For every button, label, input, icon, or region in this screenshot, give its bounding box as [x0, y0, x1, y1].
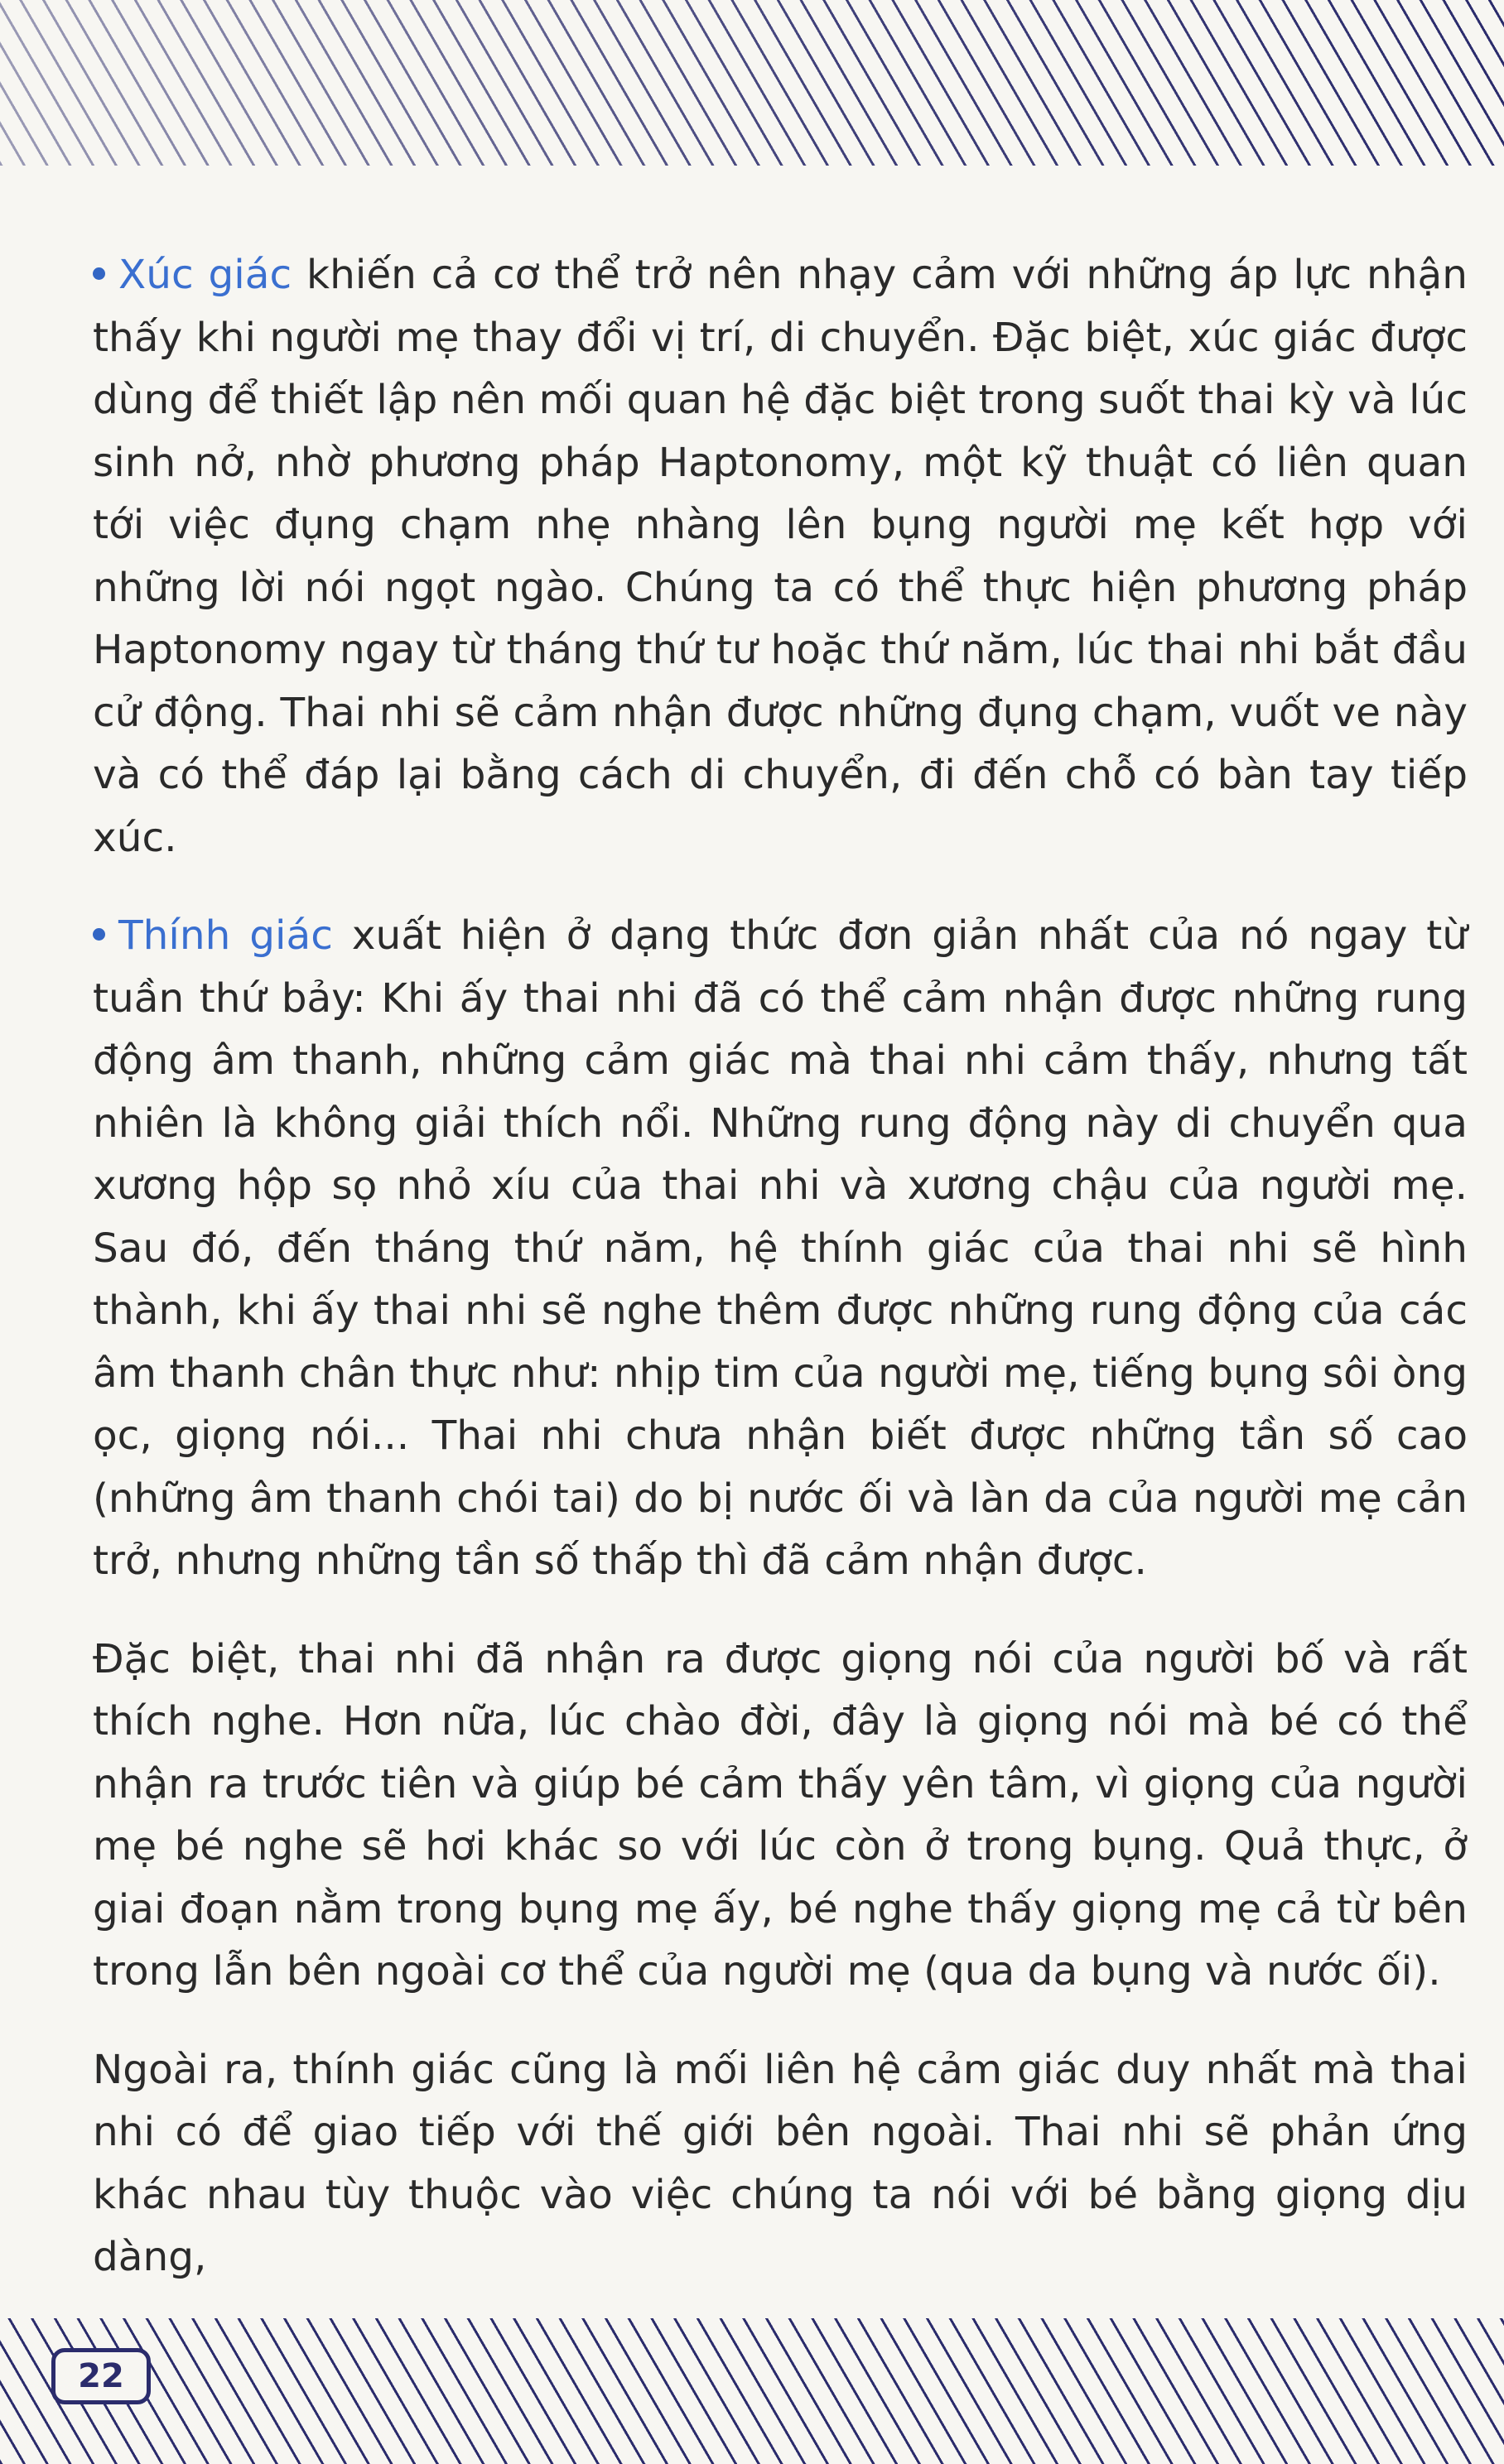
paragraph-touch — [93, 244, 1468, 869]
term-touch: Xúc giác — [118, 252, 292, 298]
paragraph-communication: Ngoài ra, thính giác cũng là mối liên hệ cảm giác duy nhất mà thai nhi có để giao tiếp với thế giới bên ngoài. Thai nhi sẽ phản ứng khác nhau tùy thuộc vào việc chúng ta nói với bé bằng giọng dịu dàng, — [93, 2046, 1468, 2280]
top-stripe-fade — [0, 0, 1504, 166]
term-hearing: Thính giác — [118, 912, 333, 959]
paragraph-hearing-text: xuất hiện ở dạng thức đơn giản nhất của nó ngay từ tuần thứ bảy: Khi ấy thai nhi đã có thể cảm nhận được những rung động âm thanh, những cảm giác mà thai nhi cảm thấy, nhưng tất nhiên là không giải thích nổi. Những rung động này di chuyển qua xương hộp sọ nhỏ xíu của thai nhi và xương chậu của người mẹ. Sau đó, đến tháng thứ năm, hệ thính giác của thai nhi sẽ hình thành, khi ấy thai nhi sẽ nghe thêm được những rung động của các âm thanh chân thực như: nhịp tim của người mẹ, tiếng bụng sôi òng ọc, giọng nói... Thai nhi chưa nhận biết được những tần số cao (những âm thanh chói tai) do bị nước ối và làn da của người mẹ cản trở, nhưng những tần số thấp thì đã cảm nhận được. — [93, 912, 1468, 1584]
bullet-icon — [93, 928, 105, 941]
page-body — [93, 244, 1468, 2325]
bottom-stripe-border — [0, 2318, 1504, 2464]
page-number: 22 — [51, 2348, 151, 2404]
paragraph-father-voice: Đặc biệt, thai nhi đã nhận ra được giọng nói của người bố và rất thích nghe. Hơn nữa, lúc chào đời, đây là giọng nói mà bé có thể nhận ra trước tiên và giúp bé cảm thấy yên tâm, vì giọng của người mẹ bé nghe sẽ hơi khác so với lúc còn ở trong bụng. Quả thực, ở giai đoạn nằm trong bụng mẹ ấy, bé nghe thấy giọng mẹ cả từ bên trong lẫn bên ngoài cơ thể của người mẹ (qua da bụng và nước ối). — [93, 1635, 1468, 1995]
paragraph-hearing — [93, 905, 1468, 1593]
paragraph-touch-text: khiến cả cơ thể trở nên nhạy cảm với những áp lực nhận thấy khi người mẹ thay đổi vị trí, di chuyển. Đặc biệt, xúc giác được dùng để thiết lập nên mối quan hệ đặc biệt trong suốt thai kỳ và lúc sinh nở, nhờ phương pháp Haptonomy, một kỹ thuật có liên quan tới việc đụng chạm nhẹ nhàng lên bụng người mẹ kết hợp với những lời nói ngọt ngào. Chúng ta có thể thực hiện phương pháp Haptonomy ngay từ tháng thứ tư hoặc thứ năm, lúc thai nhi bắt đầu cử động. Thai nhi sẽ cảm nhận được những đụng chạm, vuốt ve này và có thể đáp lại bằng cách di chuyển, đi đến chỗ có bàn tay tiếp xúc. — [93, 252, 1468, 861]
bullet-icon — [93, 267, 105, 280]
